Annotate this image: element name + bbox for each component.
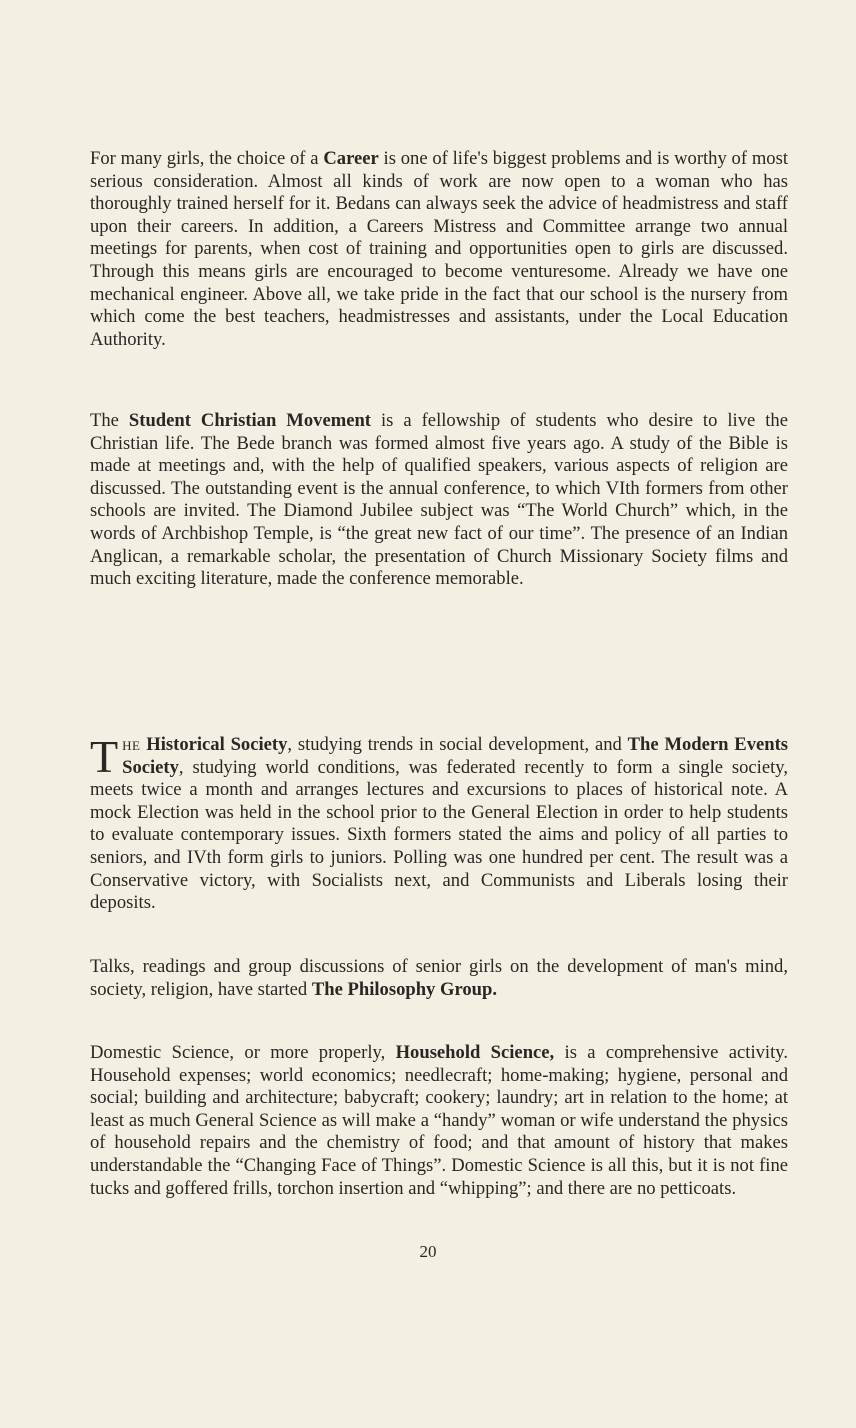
bold-term-household-science: Household Science, bbox=[395, 1042, 555, 1063]
bold-term-career: Career bbox=[323, 148, 379, 169]
bold-term-historical-society: Historical Society bbox=[146, 734, 288, 755]
drop-cap: T bbox=[90, 731, 119, 782]
scm-paragraph bbox=[90, 410, 788, 591]
small-caps-word: he bbox=[122, 734, 141, 755]
household-science-paragraph bbox=[90, 1042, 788, 1200]
text-run: is a comprehensive activity. Household expenses; world economics; needlecraft; home-making; hygiene, personal and social; building and architecture; babycraft; cookery; laundry; art in relation to the home; at least as much General Science as will make a “handy” woman or wife understand the physics of household repairs and the chemistry of food; and that amount of history that makes understandable the “Changing Face of Things”. Domestic Science is all this, but it is not fine tucks and goffered frills, torchon insertion and “whipping”; and there are no petticoats. bbox=[90, 1042, 788, 1199]
text-run: , studying trends in social development, and bbox=[287, 734, 628, 755]
text-run: For many girls, the choice of a bbox=[90, 148, 324, 169]
bold-term-philosophy-group: The Philosophy Group. bbox=[311, 978, 497, 1000]
text-run: is one of life's biggest problems and is worthy of most serious consideration. Almost all kinds of work are now open to a woman who has thoroughly trained herself for it. Bedans can always seek the advice of headmistress and staff upon their careers. In addition, a Careers Mistress and Committee arrange two annual meetings for parents, when cost of training and opportunities open to girls are discussed. Through this means girls are encouraged to become venturesome. Already we have one mechanical engineer. Above all, we take pride in the fact that our school is the nursery from which come the best teachers, headmistresses and assistants, under the Local Education Authority. bbox=[90, 148, 788, 350]
text-run: is a fellowship of students who desire to live the Christian life. The Bede branch was formed almost five years ago. A study of the Bible is made at meetings and, with the help of qualified speakers, various aspects of religion are discussed. The outstanding event is the annual conference, to which VIth formers from other schools are invited. The Diamond Jubilee subject was “The World Church” which, in the words of Archbishop Temple, is “the great new fact of our time”. The presence of an Indian Anglican, a remarkable scholar, the presentation of Church Missionary Society films and much exciting literature, made the conference memorable. bbox=[90, 410, 788, 590]
text-run: Domestic Science, or more properly, bbox=[90, 1042, 396, 1063]
career-paragraph bbox=[90, 148, 788, 351]
text-run: The bbox=[90, 410, 129, 431]
philosophy-group-paragraph bbox=[90, 956, 788, 1001]
page-number: 20 bbox=[419, 1242, 437, 1261]
historical-society-paragraph bbox=[90, 731, 789, 915]
text-run: Talks, readings and group discussions of senior girls on the development of man's mind, society, religion, have started bbox=[90, 956, 788, 1000]
text-run: , studying world conditions, was federated recently to form a single society, meets twice a month and arranges lectures and excursions to places of historical note. A mock Election was held in the school prior to the General Election in order to help students to evaluate contemporary issues. Sixth formers stated the aims and policy of all parties to seniors, and IVth form girls to juniors. Polling was one hundred per cent. The result was a Conservative victory, with Socialists next, and Communists and Liberals losing their deposits. bbox=[90, 756, 788, 914]
bold-term-modern-events-society: The Modern Events Society bbox=[122, 734, 789, 778]
bold-term-scm: Student Christian Movement bbox=[128, 410, 371, 431]
